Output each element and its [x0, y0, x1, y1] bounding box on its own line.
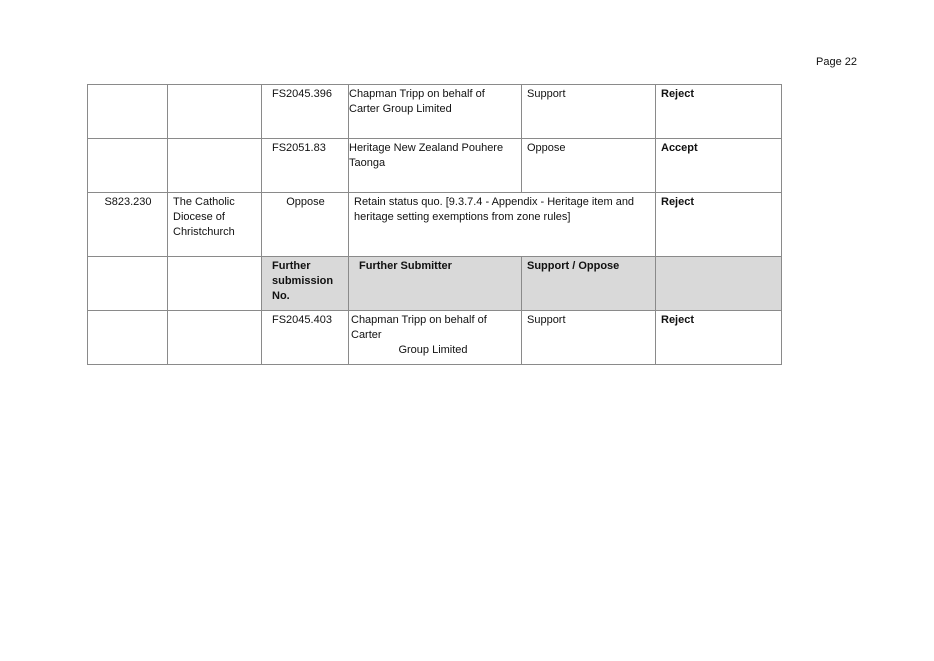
further-submitter-line: Group Limited — [398, 344, 468, 356]
further-submitter-cell: Chapman Tripp on behalf of Carter Group Limited — [349, 85, 522, 139]
decision-cell: Reject — [656, 311, 782, 365]
submitter-cell: The Catholic Diocese of Christchurch — [168, 193, 262, 257]
empty-cell — [88, 85, 168, 139]
support-oppose-cell: Oppose — [262, 193, 349, 257]
empty-cell — [168, 139, 262, 193]
relief-sought-cell: Retain status quo. [9.3.7.4 - Appendix - Heritage item and heritage setting exemptions from zone rules] — [349, 193, 656, 257]
further-submitter-line: Chapman Tripp on behalf of Carter — [351, 314, 487, 341]
further-submission-header-row — [88, 257, 782, 311]
further-submission-no-cell: FS2045.396 — [262, 85, 349, 139]
submission-no-cell: S823.230 — [88, 193, 168, 257]
decision-cell: Reject — [656, 85, 782, 139]
decision-cell: Accept — [656, 139, 782, 193]
table-row — [88, 139, 782, 193]
empty-cell — [88, 257, 168, 311]
further-submission-no-cell: FS2045.403 — [262, 311, 349, 365]
further-submitter-cell — [349, 311, 522, 365]
support-oppose-cell: Support — [522, 311, 656, 365]
page-number: Page 22 — [816, 56, 857, 68]
table-row — [88, 193, 782, 257]
support-oppose-cell: Support — [522, 85, 656, 139]
empty-cell — [168, 257, 262, 311]
header-empty-cell — [656, 257, 782, 311]
header-further-submission-no: Further submission No. — [262, 257, 349, 311]
further-submitter-cell: Heritage New Zealand Pouhere Taonga — [349, 139, 522, 193]
empty-cell — [88, 139, 168, 193]
header-further-submitter: Further Submitter — [349, 257, 522, 311]
further-submission-no-cell: FS2051.83 — [262, 139, 349, 193]
empty-cell — [168, 85, 262, 139]
submissions-table — [87, 84, 782, 365]
empty-cell — [168, 311, 262, 365]
decision-cell: Reject — [656, 193, 782, 257]
header-support-oppose: Support / Oppose — [522, 257, 656, 311]
empty-cell — [88, 311, 168, 365]
table-row — [88, 311, 782, 365]
support-oppose-cell: Oppose — [522, 139, 656, 193]
table-row — [88, 85, 782, 139]
